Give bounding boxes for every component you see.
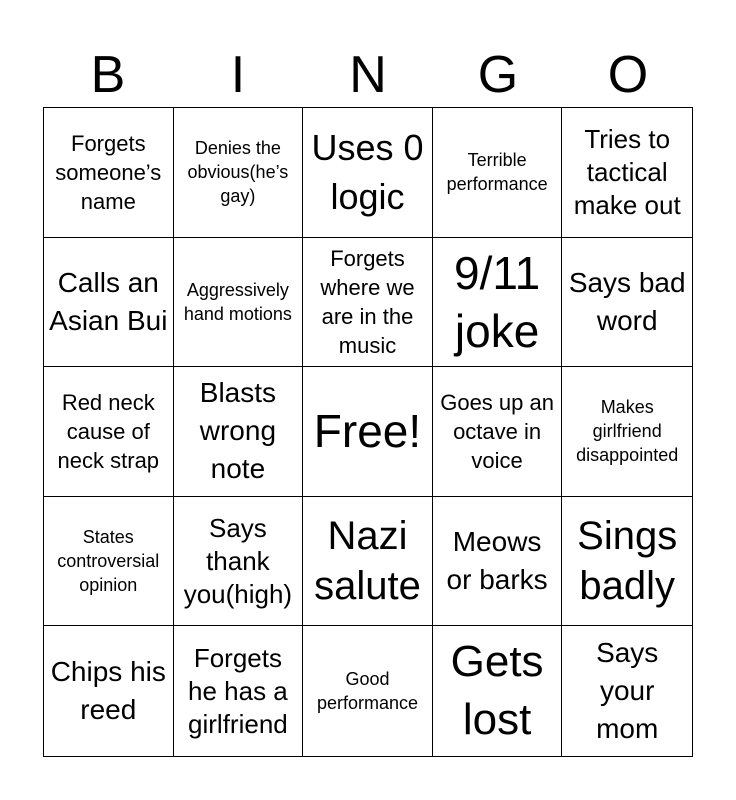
bingo-cell[interactable] xyxy=(433,108,563,238)
cell-text: Uses 0 logic xyxy=(311,127,424,218)
cell-text: Aggressively hand motions xyxy=(183,279,292,324)
bingo-cell[interactable] xyxy=(44,367,174,497)
header-letter-b: B xyxy=(90,46,126,104)
bingo-cell[interactable] xyxy=(562,626,692,756)
bingo-cell[interactable] xyxy=(44,626,174,756)
cell-text: Says bad word xyxy=(568,266,686,336)
cell-text: Goes up an octave in voice xyxy=(440,389,554,473)
bingo-cell[interactable] xyxy=(562,108,692,238)
bingo-header xyxy=(43,46,693,104)
bingo-board xyxy=(43,107,693,757)
bingo-cell[interactable] xyxy=(174,238,304,368)
header-letter-n: N xyxy=(349,46,387,104)
cell-text: States controversial opinion xyxy=(57,527,160,596)
cell-text: Good performance xyxy=(316,669,419,714)
cell-text: Says thank you(high) xyxy=(183,512,293,609)
bingo-cell[interactable] xyxy=(174,367,304,497)
cell-text: Calls an Asian Bui xyxy=(49,266,168,336)
bingo-cell[interactable] xyxy=(174,108,304,238)
cell-text: Says your mom xyxy=(596,637,659,745)
cell-text: Denies the obvious(he’s gay) xyxy=(187,138,289,207)
bingo-cell[interactable] xyxy=(44,497,174,627)
bingo-cell[interactable] xyxy=(303,238,433,368)
bingo-cell[interactable] xyxy=(303,108,433,238)
header-letter-o: O xyxy=(607,46,649,104)
bingo-cell[interactable] xyxy=(562,367,692,497)
cell-text: Tries to tactical make out xyxy=(573,123,681,220)
cell-text: Terrible performance xyxy=(446,150,548,195)
bingo-cell[interactable] xyxy=(433,626,563,756)
cell-text: Forgets someone’s name xyxy=(55,130,162,214)
bingo-cell[interactable] xyxy=(562,238,692,368)
bingo-cell[interactable] xyxy=(433,497,563,627)
bingo-cell[interactable] xyxy=(303,497,433,627)
cell-text: Forgets where we are in the music xyxy=(320,245,415,358)
bingo-cell[interactable] xyxy=(433,367,563,497)
cell-text: Meows or barks xyxy=(446,526,548,596)
cell-text: Blasts wrong note xyxy=(199,377,277,485)
cell-text: Sings badly xyxy=(577,514,678,609)
cell-text: 9/11 joke xyxy=(454,246,541,357)
bingo-cell[interactable] xyxy=(174,497,304,627)
cell-text: Nazi salute xyxy=(314,514,421,609)
bingo-cell[interactable] xyxy=(562,497,692,627)
cell-text: Makes girlfriend disappointed xyxy=(576,397,679,466)
bingo-cell[interactable] xyxy=(303,626,433,756)
cell-text: Forgets he has a girlfriend xyxy=(188,642,288,739)
header-letter-g: G xyxy=(477,46,519,104)
cell-text: Red neck cause of neck strap xyxy=(57,389,160,473)
cell-text: Gets lost xyxy=(450,637,544,745)
bingo-cell[interactable] xyxy=(44,238,174,368)
cell-text: Chips his reed xyxy=(50,656,166,726)
bingo-cell[interactable] xyxy=(174,626,304,756)
bingo-cell[interactable] xyxy=(44,108,174,238)
bingo-cell-free[interactable] xyxy=(303,367,433,497)
bingo-cell[interactable] xyxy=(433,238,563,368)
free-space-text: Free! xyxy=(313,405,422,458)
header-letter-i: I xyxy=(230,46,246,104)
